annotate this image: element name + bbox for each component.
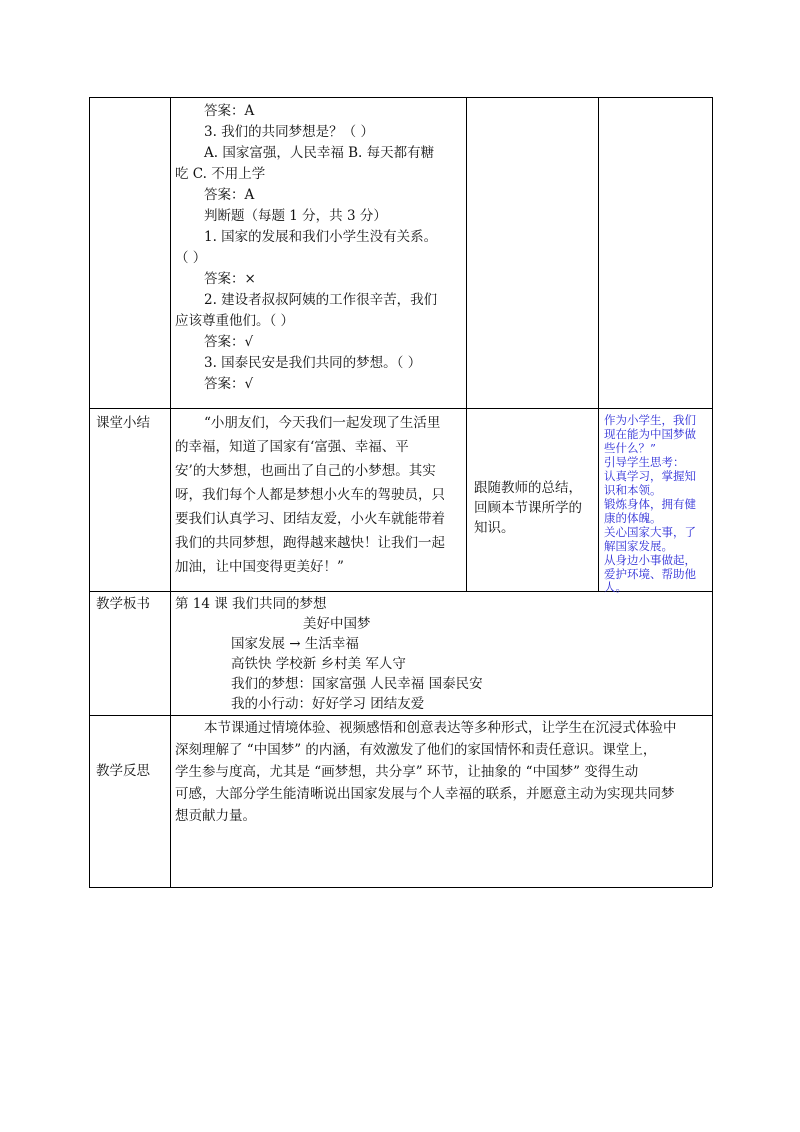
exercise-line: 1. 国家的发展和我们小学生没有关系。 <box>204 229 438 245</box>
exercise-line: 答案：× <box>204 271 256 287</box>
reflection-line: 深刻理解了 “中国梦” 的内涵，有效激发了他们的家国情怀和责任意识。课堂上， <box>175 742 657 758</box>
summary-line: 我们的共同梦想，跑得越来越快！让我们一起 <box>175 535 445 551</box>
exercise-line: （ ） <box>175 250 207 266</box>
blackboard-heading: 美好中国梦 <box>303 616 371 632</box>
design-intent-line: 些什么？” <box>604 441 656 455</box>
table-border-left <box>89 97 90 887</box>
design-intent-line: 引导学生思考： <box>604 455 685 469</box>
row-label: 课堂小结 <box>96 415 150 431</box>
summary-line: 加油，让中国变得更美好！” <box>175 559 344 575</box>
exercise-line: 答案：√ <box>204 334 254 350</box>
student-activity-line: 跟随教师的总结， <box>474 480 582 496</box>
exercise-line: 2. 建设者叔叔阿姨的工作很辛苦，我们 <box>204 292 438 308</box>
reflection-line: 本节课通过情境体验、视频感悟和创意表达等多种形式，让学生在沉浸式体验中 <box>204 720 677 736</box>
student-activity-line: 回顾本节课所学的 <box>474 500 582 516</box>
row-label: 教学板书 <box>96 596 150 612</box>
blackboard-line: 高铁快 学校新 乡村美 军人守 <box>231 656 406 672</box>
design-intent-line: 识和本领。 <box>604 483 662 497</box>
summary-line: 安’的大梦想，也画出了自己的小梦想。其实 <box>175 463 436 479</box>
column-divider-content <box>466 97 467 591</box>
exercise-line: 3. 国泰民安是我们共同的梦想。（ ） <box>204 355 422 371</box>
blackboard-line: 我的小行动：好好学习 团结友爱 <box>231 696 425 712</box>
design-intent-line: 锻炼身体，拥有健 <box>604 497 696 511</box>
exercise-line: A. 国家富强，人民幸福 B. 每天都有糖 <box>204 145 435 161</box>
design-intent-line: 解国家发展。 <box>604 539 673 553</box>
summary-line: 呀，我们每个人都是梦想小火车的驾驶员，只 <box>175 487 445 503</box>
blackboard-line: 我们的梦想：国家富强 人民幸福 国泰民安 <box>231 676 483 692</box>
table-border-top <box>89 97 712 98</box>
student-activity-line: 知识。 <box>474 520 515 536</box>
design-intent-line: 人。 <box>604 580 627 594</box>
design-intent-line: 作为小学生，我们 <box>604 413 696 427</box>
exercise-line: 应该尊重他们。（ ） <box>175 313 295 329</box>
exercise-line: 答案：√ <box>204 376 254 392</box>
design-intent-line: 爱护环境、帮助他 <box>604 567 696 581</box>
exercise-line: 答案：A <box>204 103 255 119</box>
design-intent-line: 关心国家大事，了 <box>604 525 696 539</box>
column-divider-student <box>598 97 599 591</box>
design-intent-line: 康的体魄。 <box>604 511 662 525</box>
table-border-bottom <box>89 887 712 888</box>
reflection-line: 想贡献力量。 <box>175 808 256 824</box>
design-intent-line: 从身边小事做起， <box>604 553 696 567</box>
exercise-line: 3. 我们的共同梦想是？（ ） <box>204 124 374 140</box>
reflection-line: 学生参与度高，尤其是 “画梦想，共分享” 环节，让抽象的 “中国梦” 变得生动 <box>175 764 639 780</box>
row-divider-3 <box>89 715 712 716</box>
row-label: 教学反思 <box>96 763 150 779</box>
exercise-line: 吃 C. 不用上学 <box>175 166 266 182</box>
row-divider-1 <box>89 408 712 409</box>
blackboard-line: 国家发展 → 生活幸福 <box>231 636 359 652</box>
design-intent-line: 认真学习，掌握知 <box>604 469 696 483</box>
reflection-line: 可感，大部分学生能清晰说出国家发展与个人幸福的联系，并愿意主动为实现共同梦 <box>175 786 675 802</box>
column-divider-label <box>170 97 171 887</box>
summary-line: 的幸福，知道了国家有‘富强、幸福、平 <box>175 439 409 455</box>
design-intent-line: 现在能为中国梦做 <box>604 427 696 441</box>
summary-line: 要我们认真学习、团结友爱，小火车就能带着 <box>175 511 445 527</box>
summary-line: “小朋友们，今天我们一起发现了生活里 <box>204 415 441 431</box>
exercise-line: 答案：A <box>204 187 255 203</box>
blackboard-title: 第 14 课 我们共同的梦想 <box>175 596 327 612</box>
exercise-line: 判断题（每题 1 分，共 3 分） <box>204 208 387 224</box>
table-border-right <box>712 97 713 887</box>
